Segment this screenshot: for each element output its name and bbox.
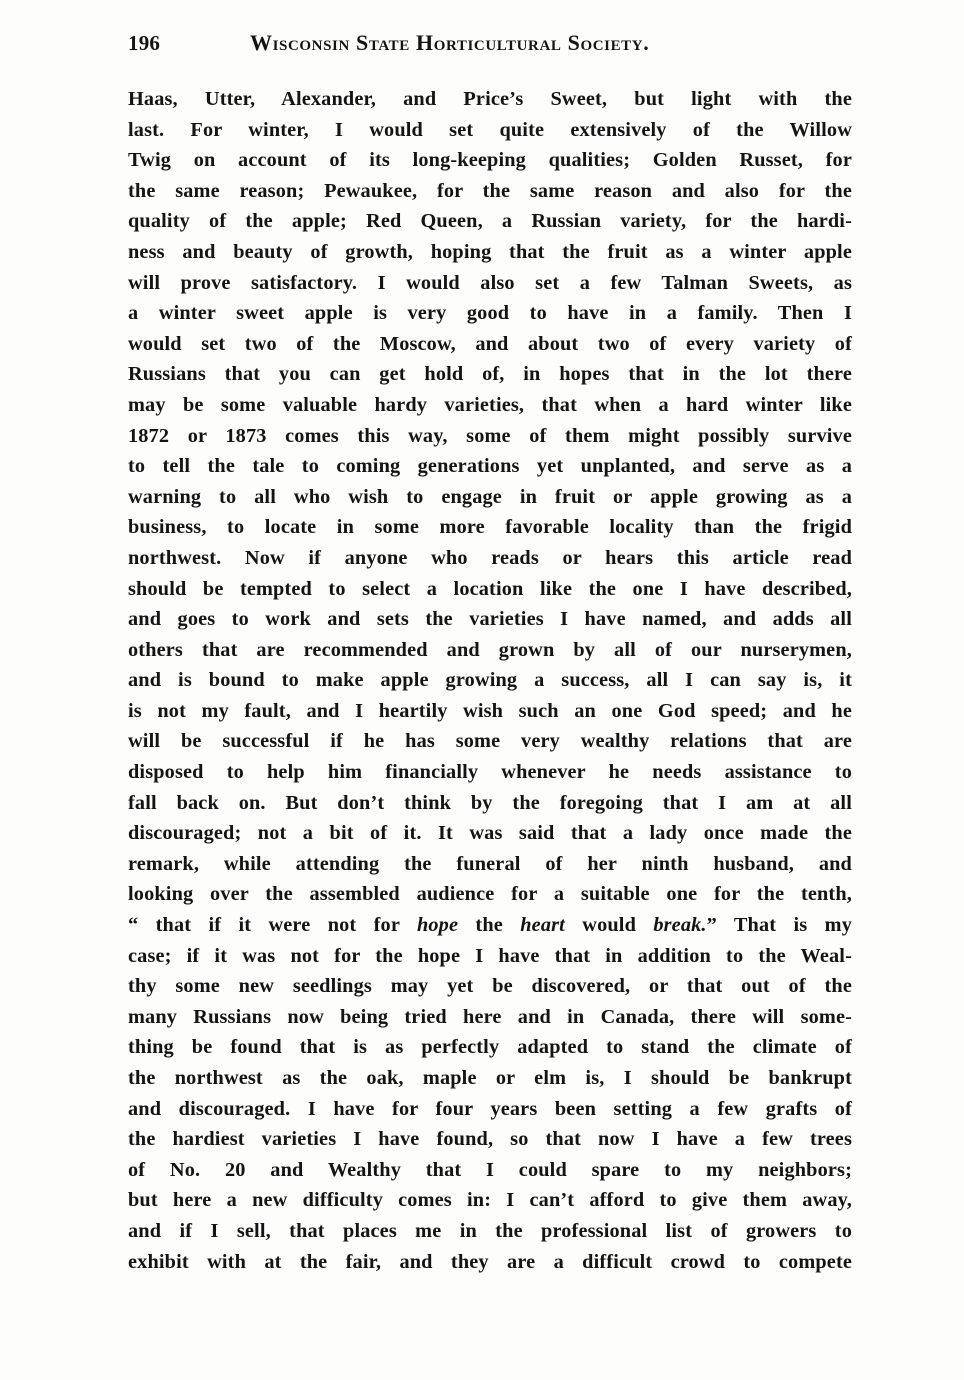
italic-word-heart: heart: [520, 914, 565, 937]
text-line: a winter sweet apple is very good to have in a family. Then I: [128, 302, 852, 325]
text-line: disposed to help him financially whenever he needs assistance to: [128, 761, 852, 784]
text-line: the northwest as the oak, maple or elm is, I should be bankrupt: [128, 1067, 852, 1089]
text-line: last. For winter, I would set quite extensively of the Willow: [128, 118, 852, 141]
text-line: may be some valuable hardy varieties, that when a hard winter like: [128, 393, 852, 416]
text-line: exhibit with at the fair, and they are a difficult crowd to compete: [128, 1250, 852, 1273]
text-line: and goes to work and sets the varieties I have named, and adds all: [128, 608, 852, 631]
text-line: and discouraged. I have for four years been setting a few grafts of: [128, 1097, 852, 1120]
text-line: many Russians now being tried here and in Canada, there will some-: [128, 1005, 852, 1028]
text-line: northwest. Now if anyone who reads or hears this article read: [128, 546, 852, 569]
text-line: will prove satisfactory. I would also set a few Talman Sweets, as: [128, 271, 852, 294]
text-line: looking over the assembled audience for a suitable one for the tenth,: [128, 883, 852, 906]
text-line: ness and beauty of growth, hoping that the fruit as a winter apple: [128, 240, 852, 263]
text-line: but here a new difficulty comes in: I can’t afford to give them away,: [128, 1189, 852, 1212]
text-line: Haas, Utter, Alexander, and Price’s Sweet, but light with the: [128, 88, 852, 110]
page-number: 196: [128, 31, 161, 55]
text-line: warning to all who wish to engage in fruit or apple growing as a: [128, 485, 852, 508]
quote-segment: ” That is my: [706, 914, 852, 937]
text-line: remark, while attending the funeral of her ninth husband, and: [128, 852, 852, 875]
text-line: quality of the apple; Red Queen, a Russian variety, for the hardi-: [128, 210, 852, 233]
quote-segment: would: [564, 914, 654, 937]
text-line: thy some new seedlings may yet be discovered, or that out of the: [128, 975, 852, 998]
page-header: [128, 30, 852, 60]
text-line: and if I sell, that places me in the professional list of growers to: [128, 1219, 852, 1242]
text-line-quote: [128, 910, 852, 941]
text-line: of No. 20 and Wealthy that I could spare to my neighbors;: [128, 1158, 852, 1181]
text-line: others that are recommended and grown by all of our nurserymen,: [128, 638, 852, 661]
text-line: business, to locate in some more favorable locality than the frigid: [128, 516, 852, 539]
running-head: Wisconsin State Horticultural Society.: [250, 30, 650, 55]
text-line: to tell the tale to coming generations yet unplanted, and serve as a: [128, 455, 852, 478]
text-line: and is bound to make apple growing a success, all I can say is, it: [128, 669, 852, 692]
text-line: should be tempted to select a location like the one I have described,: [128, 577, 852, 600]
text-line: fall back on. But don’t think by the foregoing that I am at all: [128, 791, 852, 814]
quote-segment: the: [458, 914, 521, 937]
text-line: Twig on account of its long-keeping qualities; Golden Russet, for: [128, 149, 852, 172]
text-line: Russians that you can get hold of, in hopes that in the lot there: [128, 363, 852, 386]
body-text: [128, 84, 852, 1277]
italic-word-hope: hope: [416, 914, 459, 937]
text-line: the same reason; Pewaukee, for the same reason and also for the: [128, 179, 852, 202]
text-line: 1872 or 1873 comes this way, some of them might possibly survive: [128, 424, 852, 447]
text-line: would set two of the Moscow, and about two of every variety of: [128, 332, 852, 355]
text-line: thing be found that is as perfectly adapted to stand the climate of: [128, 1036, 852, 1059]
text-line: case; if it was not for the hope I have that in addition to the Weal-: [128, 944, 852, 967]
text-line: will be successful if he has some very wealthy relations that are: [128, 730, 852, 753]
quote-segment: “ that if it were not for: [128, 914, 417, 937]
text-line: is not my fault, and I heartily wish such an one God speed; and he: [128, 699, 852, 722]
italic-word-break: break.: [653, 914, 707, 937]
text-line: the hardiest varieties I have found, so that now I have a few trees: [128, 1128, 852, 1151]
text-line: discouraged; not a bit of it. It was said that a lady once made the: [128, 822, 852, 845]
